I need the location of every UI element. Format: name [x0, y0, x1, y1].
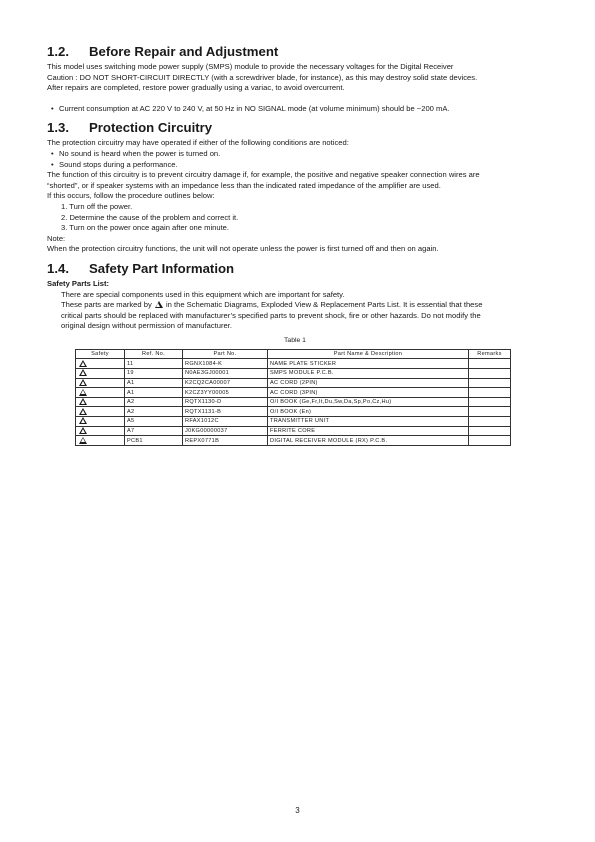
warning-triangle-icon: [79, 437, 87, 444]
safety-cell: [76, 436, 125, 446]
table-body: [76, 359, 511, 445]
column-header-part-no: Part No.: [183, 349, 268, 359]
bullet-item: • Sound stops during a performance.: [47, 160, 543, 171]
section-title: Protection Circuitry: [89, 120, 213, 136]
paragraph: There are special components used in this equipment which are important for safety.: [61, 289, 345, 299]
table-row: [76, 388, 511, 398]
column-header-safety: Safety: [76, 349, 125, 359]
safety-cell: [76, 397, 125, 407]
table-row: [76, 378, 511, 388]
paragraph: original design without permission of manufacturer.: [61, 321, 232, 331]
warning-triangle-icon: [79, 408, 87, 415]
note-text: When the protection circuitry functions, the unit will not operate unless the power is first turned off and then on again.: [47, 244, 439, 254]
warning-triangle-icon: [79, 389, 87, 396]
table-row: [76, 417, 511, 427]
safety-parts-table: [75, 349, 511, 446]
section-title: Safety Part Information: [89, 260, 235, 276]
warning-triangle-icon: [79, 417, 87, 424]
table-row: [76, 397, 511, 407]
part-no-cell: K2CQ2CA00007: [183, 378, 268, 388]
part-no-cell: REPX0771B: [183, 436, 268, 446]
subheading: Safety Parts List:: [47, 278, 110, 288]
ref-no-cell: 19: [125, 369, 183, 379]
part-no-cell: RQTX1130-D: [183, 397, 268, 407]
remarks-cell: [469, 417, 511, 427]
warning-triangle-icon: [79, 427, 87, 434]
section-number: 1.4.: [47, 260, 69, 276]
table-row: [76, 407, 511, 417]
paragraph: This model uses switching mode power supply (SMPS) module to provide the necessary voltages for the Digital Receiver: [47, 62, 454, 71]
warning-triangle-icon: [79, 379, 87, 386]
part-no-cell: K2CZ3YY00005: [183, 388, 268, 398]
safety-cell: [76, 378, 125, 388]
warning-triangle-icon: [155, 301, 163, 308]
column-header-remarks: Remarks: [469, 349, 511, 359]
warning-triangle-icon: [79, 398, 87, 405]
table-caption: Table 1: [284, 336, 306, 344]
ref-no-cell: PCB1: [125, 436, 183, 446]
ref-no-cell: 11: [125, 359, 183, 369]
paragraph: [47, 300, 543, 311]
ref-no-cell: A1: [125, 388, 183, 398]
table-row: [76, 359, 511, 369]
ref-no-cell: A5: [125, 417, 183, 427]
description-cell: SMPS MODULE P.C.B.: [268, 369, 469, 379]
column-header-description: Part Name & Description: [268, 349, 469, 359]
section-heading-1-4: [47, 261, 543, 277]
ref-no-cell: A2: [125, 407, 183, 417]
step-item: 1. Turn off the power.: [61, 201, 133, 211]
description-cell: O/I BOOK (En): [268, 407, 469, 417]
safety-cell: [76, 426, 125, 436]
caution-paragraph: Caution : DO NOT SHORT-CIRCUIT DIRECTLY (with a screwdriver blade, for instance), as this may destroy solid state devices.: [47, 72, 478, 82]
description-cell: O/I BOOK (Ge,Fr,It,Du,Sw,Da,Sp,Po,Cz,Hu): [268, 397, 469, 407]
ref-no-cell: A7: [125, 426, 183, 436]
remarks-cell: [469, 426, 511, 436]
section-heading-1-2: [47, 44, 543, 60]
remarks-cell: [469, 397, 511, 407]
paragraph: The function of this circuitry is to prevent circuitry damage if, for example, the positive and negative speaker connection wires are: [47, 170, 480, 180]
safety-cell: [76, 417, 125, 427]
description-cell: AC CORD (3PIN): [268, 388, 469, 398]
section-heading-1-3: [47, 120, 543, 136]
column-header-ref-no: Ref. No.: [125, 349, 183, 359]
part-no-cell: RGNX1084-K: [183, 359, 268, 369]
remarks-cell: [469, 407, 511, 417]
page-number: 3: [295, 806, 300, 815]
paragraph: “shorted”, or if speaker systems with an impedance less than the indicated rated impedance of the amplifier are used.: [47, 180, 441, 190]
part-no-cell: RFAX1012C: [183, 417, 268, 427]
note-label: Note:: [47, 233, 66, 243]
paragraph: critical parts should be replaced with manufacturer’s specified parts to prevent shock, fire or other hazards. Do not modify the: [61, 310, 481, 320]
table-row: [76, 436, 511, 446]
section-number: 1.3.: [47, 120, 69, 136]
warning-triangle-icon: [79, 369, 87, 376]
ref-no-cell: A2: [125, 397, 183, 407]
table-header-row: [76, 349, 511, 359]
remarks-cell: [469, 436, 511, 446]
description-cell: AC CORD (2PIN): [268, 378, 469, 388]
section-number: 1.2.: [47, 44, 69, 59]
safety-cell: [76, 359, 125, 369]
description-cell: FERRITE CORE: [268, 426, 469, 436]
table-row: [76, 369, 511, 379]
description-cell: NAME PLATE STICKER: [268, 359, 469, 369]
bullet-item: • No sound is heard when the power is turned on.: [47, 149, 543, 160]
text-fragment: These parts are marked by: [61, 300, 152, 310]
part-no-cell: N0AE3GJ00001: [183, 369, 268, 379]
remarks-cell: [469, 359, 511, 369]
table-row: [76, 426, 511, 436]
part-no-cell: J0KG00000037: [183, 426, 268, 436]
remarks-cell: [469, 378, 511, 388]
remarks-cell: [469, 388, 511, 398]
safety-cell: [76, 388, 125, 398]
step-item: 3. Turn on the power once again after one minute.: [61, 223, 230, 233]
bullet-item: • Current consumption at AC 220 V to 240 V, at 50 Hz in NO SIGNAL mode (at volume minimum) should be ~200 mA.: [47, 104, 543, 115]
warning-triangle-icon: [79, 360, 87, 367]
part-no-cell: RQTX1131-B: [183, 407, 268, 417]
paragraph: If this occurs, follow the procedure outlines below:: [47, 191, 215, 201]
step-item: 2. Determine the cause of the problem and correct it.: [61, 212, 239, 222]
ref-no-cell: A1: [125, 378, 183, 388]
paragraph: After repairs are completed, restore power gradually using a variac, to avoid overcurrent.: [47, 83, 345, 93]
text-fragment: in the Schematic Diagrams, Exploded View & Replacement Parts List. It is essential that these: [166, 300, 483, 310]
paragraph: The protection circuitry may have operated if either of the following conditions are noticed:: [47, 138, 349, 148]
safety-cell: [76, 369, 125, 379]
description-cell: TRANSMITTER UNIT: [268, 417, 469, 427]
page-content: [47, 44, 543, 446]
remarks-cell: [469, 369, 511, 379]
safety-cell: [76, 407, 125, 417]
description-cell: DIGITAL RECEIVER MODULE (RX) P.C.B.: [268, 436, 469, 446]
section-title: Before Repair and Adjustment: [89, 44, 279, 59]
